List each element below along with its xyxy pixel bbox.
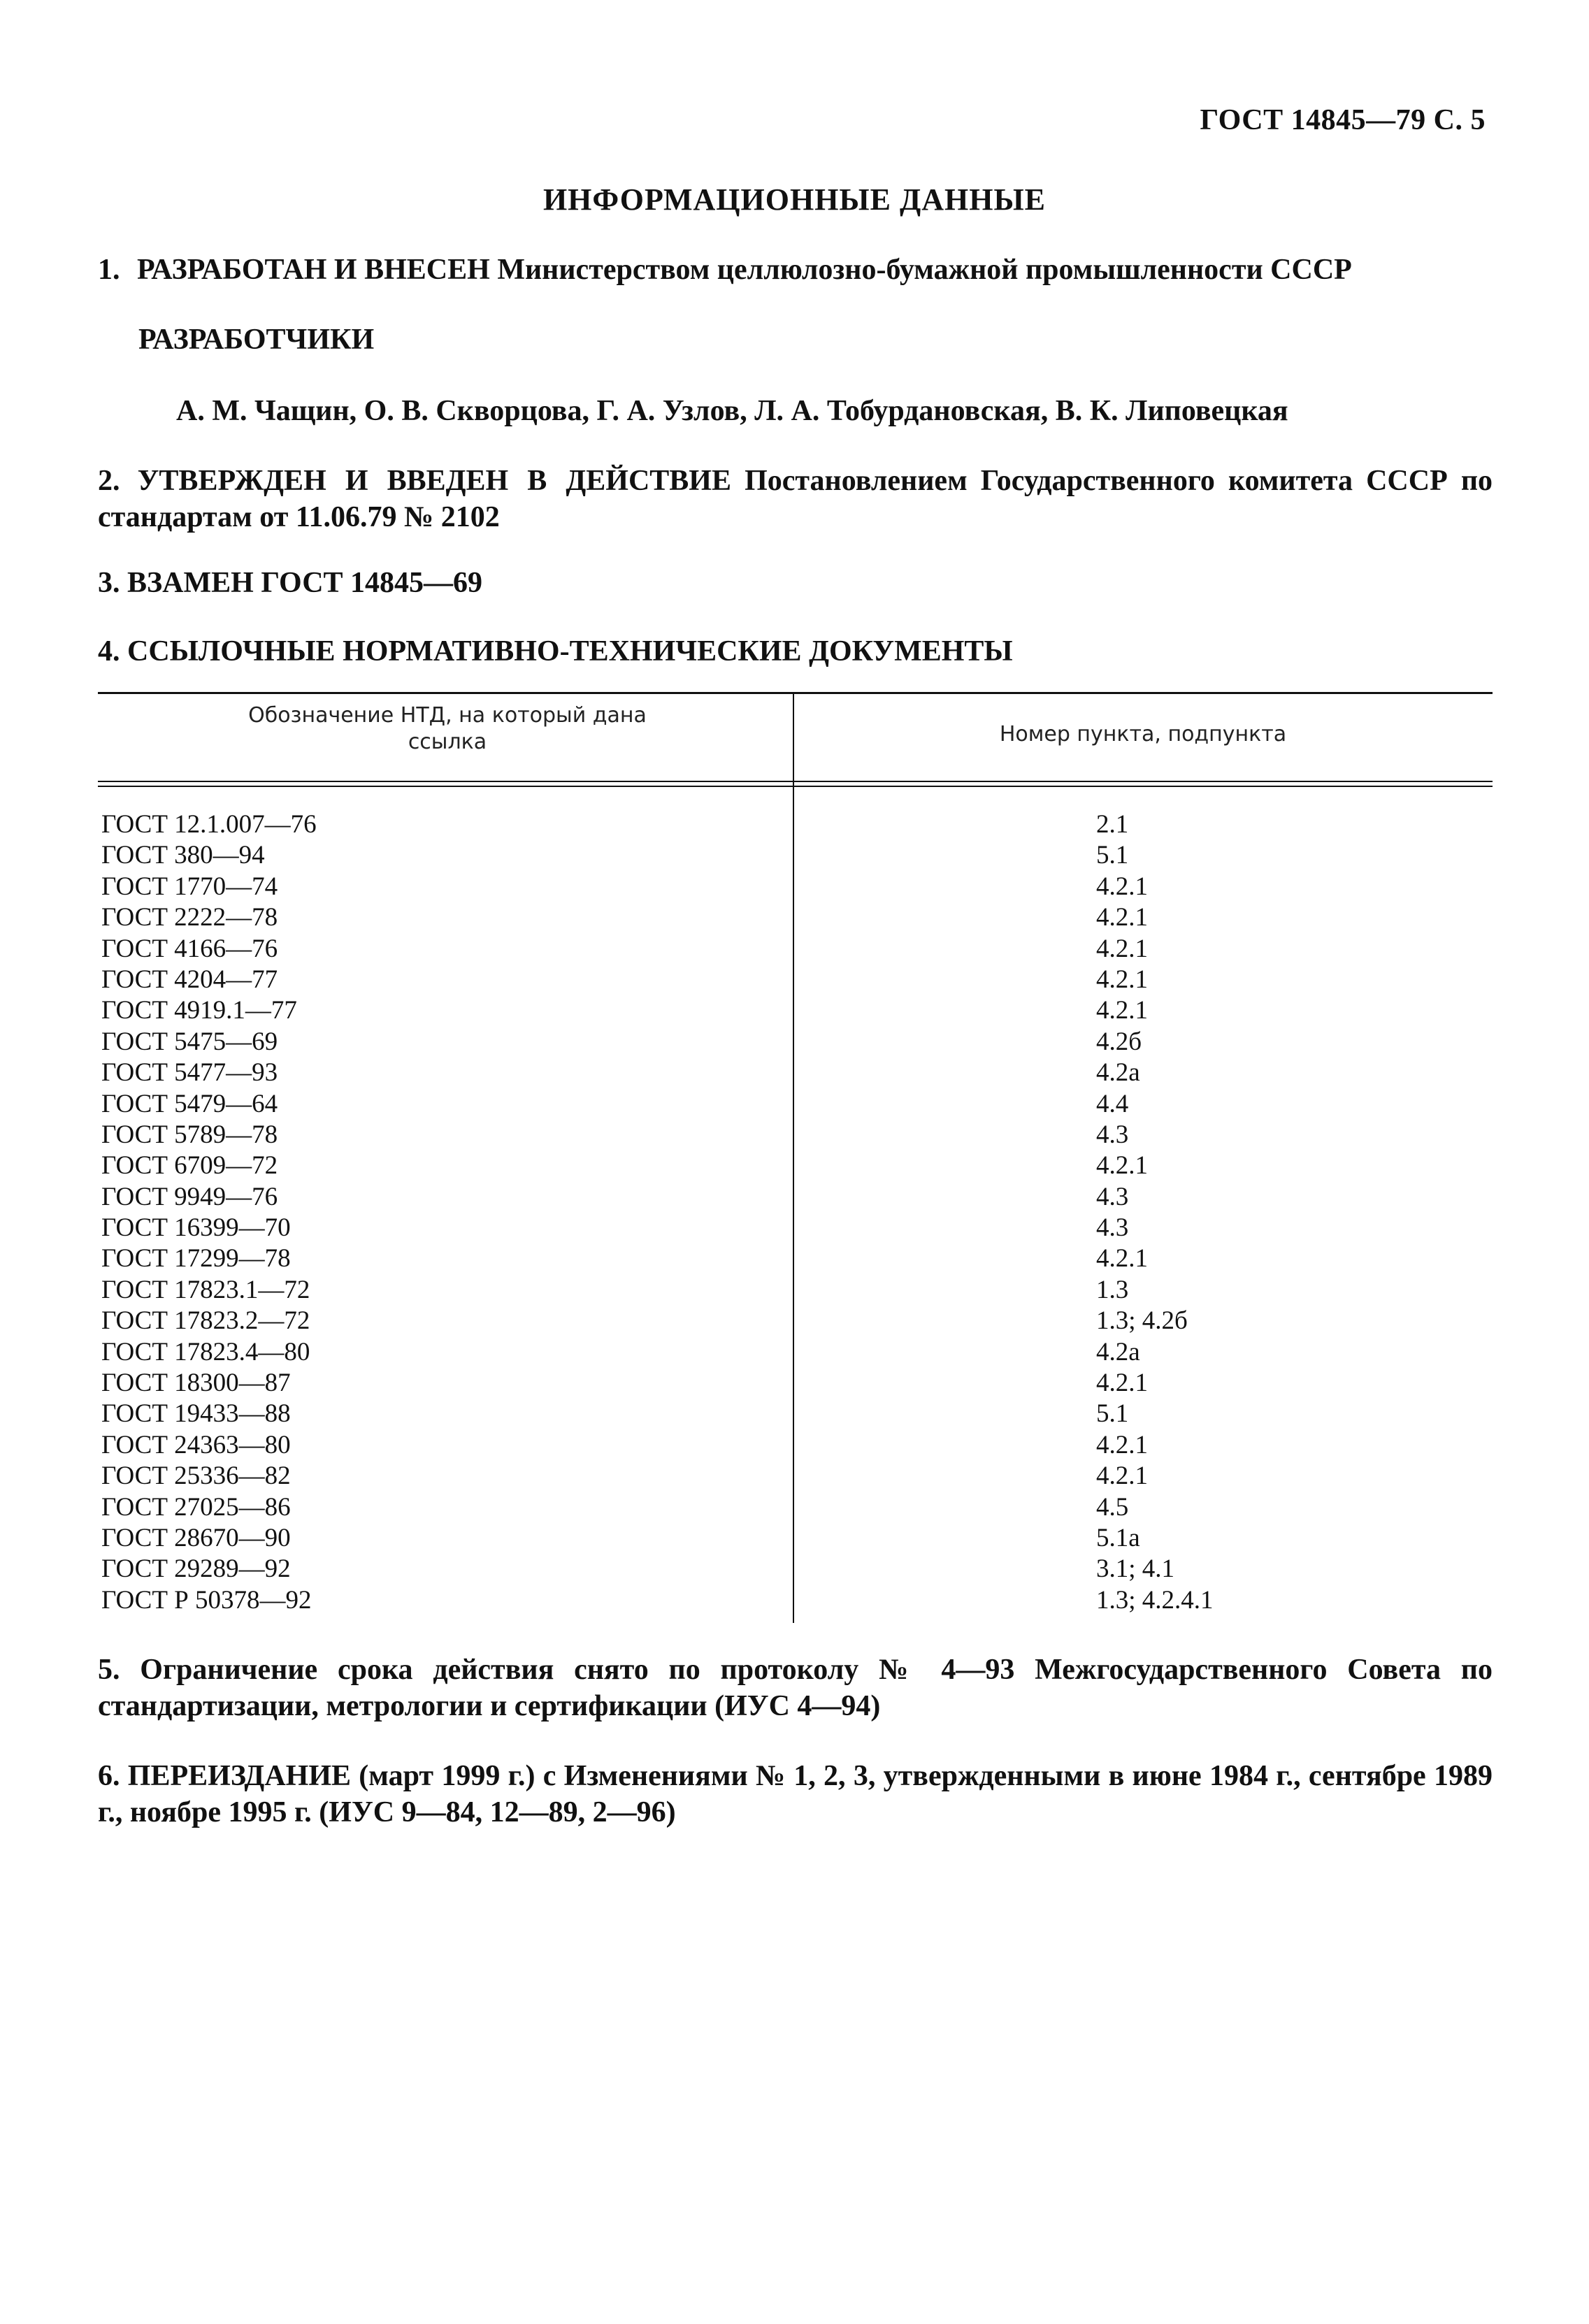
section-1 — [98, 252, 1496, 288]
section-2-text: Постановлением Государственного комитета СССР по стандартам от 11.06.79 № 2102 — [98, 465, 1493, 533]
section-3: 3. ВЗАМЕН ГОСТ 14845—69 — [98, 567, 483, 599]
table-cell-designation: ГОСТ 28670—90 — [101, 1523, 291, 1552]
table-cell-designation: ГОСТ 12.1.007—76 — [101, 810, 317, 839]
section-1-number: 1. — [98, 254, 120, 286]
table-cell-designation: ГОСТ Р 50378—92 — [101, 1585, 312, 1615]
table-cell-designation: ГОСТ 17823.2—72 — [101, 1306, 310, 1336]
developers-list: А. М. Чащин, О. В. Скворцова, Г. А. Узлов, Л. А. Тобурдановская, В. К. Липовецкая — [176, 395, 1288, 427]
table-cell-designation: ГОСТ 5477—93 — [101, 1058, 278, 1088]
table-cell-clause: 4.2.1 — [1096, 1369, 1148, 1398]
table-designation-column — [101, 809, 772, 1616]
table-cell-clause: 4.2.1 — [1096, 934, 1148, 963]
table-cell-designation: ГОСТ 4166—76 — [101, 934, 278, 963]
developers-label: РАЗРАБОТЧИКИ — [138, 324, 375, 356]
table-header-rule — [98, 781, 1493, 787]
table-header-designation: Обозначение НТД, на который дана ссылка — [248, 703, 647, 754]
table-clause-column — [1096, 809, 1446, 1616]
section-1-text: Министерством целлюлозно-бумажной промышленности СССР — [497, 254, 1352, 286]
table-cell-clause: 4.3 — [1096, 1120, 1129, 1149]
section-1-heading: РАЗРАБОТАН И ВНЕСЕН — [137, 254, 490, 286]
table-cell-designation: ГОСТ 24363—80 — [101, 1430, 291, 1459]
table-top-rule — [98, 692, 1493, 694]
table-cell-designation: ГОСТ 1770—74 — [101, 872, 278, 901]
table-cell-clause: 4.2.1 — [1096, 965, 1148, 994]
table-cell-designation: ГОСТ 5479—64 — [101, 1089, 278, 1118]
table-cell-clause: 2.1 — [1096, 810, 1129, 839]
table-cell-clause: 4.2.1 — [1096, 996, 1148, 1025]
table-cell-designation: ГОСТ 25336—82 — [101, 1461, 291, 1491]
section-2-heading: УТВЕРЖДЕН И ВВЕДЕН В ДЕЙСТВИЕ — [137, 465, 731, 497]
table-cell-designation: ГОСТ 27025—86 — [101, 1492, 291, 1522]
table-cell-designation: ГОСТ 5789—78 — [101, 1120, 278, 1149]
table-cell-clause: 4.3 — [1096, 1213, 1129, 1243]
document-title: ИНФОРМАЦИОННЫЕ ДАННЫЕ — [542, 182, 1047, 217]
table-cell-designation: ГОСТ 17823.1—72 — [101, 1275, 310, 1304]
table-cell-designation: ГОСТ 19433—88 — [101, 1399, 291, 1429]
table-cell-clause: 4.2.1 — [1096, 1461, 1148, 1491]
section-5-text: 5. Ограничение срока действия снято по протоколу № 4—93 Межгосударственного Совета по стандартизации, метрологии и сертификации (ИУС 4—94) — [98, 1654, 1493, 1722]
page-header: ГОСТ 14845—79 С. 5 — [1200, 104, 1486, 136]
table-cell-clause: 4.2.1 — [1096, 1430, 1148, 1459]
table-cell-designation: ГОСТ 4204—77 — [101, 965, 278, 994]
table-cell-designation: ГОСТ 16399—70 — [101, 1213, 291, 1243]
table-cell-designation: ГОСТ 17823.4—80 — [101, 1337, 310, 1366]
table-cell-clause: 4.2а — [1096, 1058, 1140, 1088]
section-2 — [98, 463, 1493, 535]
table-cell-clause: 1.3; 4.2.4.1 — [1096, 1585, 1214, 1615]
table-cell-clause: 4.2а — [1096, 1337, 1140, 1366]
table-cell-designation: ГОСТ 9949—76 — [101, 1182, 278, 1211]
table-cell-clause: 1.3; 4.2б — [1096, 1306, 1188, 1336]
table-cell-clause: 3.1; 4.1 — [1096, 1554, 1175, 1584]
table-cell-designation: ГОСТ 29289—92 — [101, 1554, 291, 1584]
table-cell-clause: 4.2б — [1096, 1027, 1142, 1056]
table-cell-designation: ГОСТ 18300—87 — [101, 1369, 291, 1398]
table-cell-designation: ГОСТ 5475—69 — [101, 1027, 278, 1056]
section-6-text: 6. ПЕРЕИЗДАНИЕ (март 1999 г.) с Изменениями № 1, 2, 3, утвержденными в июне 1984 г., сентябре 1989 г., ноябре 1995 г. (ИУС 9—84, 12—89, 2—96) — [98, 1760, 1493, 1828]
table-cell-clause: 4.2.1 — [1096, 1151, 1148, 1181]
table-cell-clause: 4.3 — [1096, 1182, 1129, 1211]
table-cell-designation: ГОСТ 4919.1—77 — [101, 996, 297, 1025]
table-cell-clause: 4.2.1 — [1096, 903, 1148, 932]
table-cell-clause: 4.5 — [1096, 1492, 1129, 1522]
table-cell-designation: ГОСТ 6709—72 — [101, 1151, 278, 1181]
table-cell-designation: ГОСТ 17299—78 — [101, 1244, 291, 1273]
table-cell-clause: 5.1 — [1096, 1399, 1129, 1429]
section-5 — [98, 1652, 1493, 1724]
table-cell-clause: 5.1 — [1096, 841, 1129, 870]
section-4-heading: 4. ССЫЛОЧНЫЕ НОРМАТИВНО-ТЕХНИЧЕСКИЕ ДОКУМЕНТЫ — [98, 635, 1013, 667]
table-cell-designation: ГОСТ 2222—78 — [101, 903, 278, 932]
table-cell-clause: 5.1а — [1096, 1523, 1140, 1552]
table-cell-clause: 4.2.1 — [1096, 872, 1148, 901]
table-header-clause: Номер пункта, подпункта — [999, 722, 1287, 746]
table-column-divider — [793, 693, 794, 1623]
table-cell-clause: 4.2.1 — [1096, 1244, 1148, 1273]
table-cell-clause: 1.3 — [1096, 1275, 1129, 1304]
section-6 — [98, 1758, 1493, 1831]
table-cell-designation: ГОСТ 380—94 — [101, 841, 265, 870]
table-cell-clause: 4.4 — [1096, 1089, 1129, 1118]
section-2-number: 2. — [98, 465, 120, 497]
